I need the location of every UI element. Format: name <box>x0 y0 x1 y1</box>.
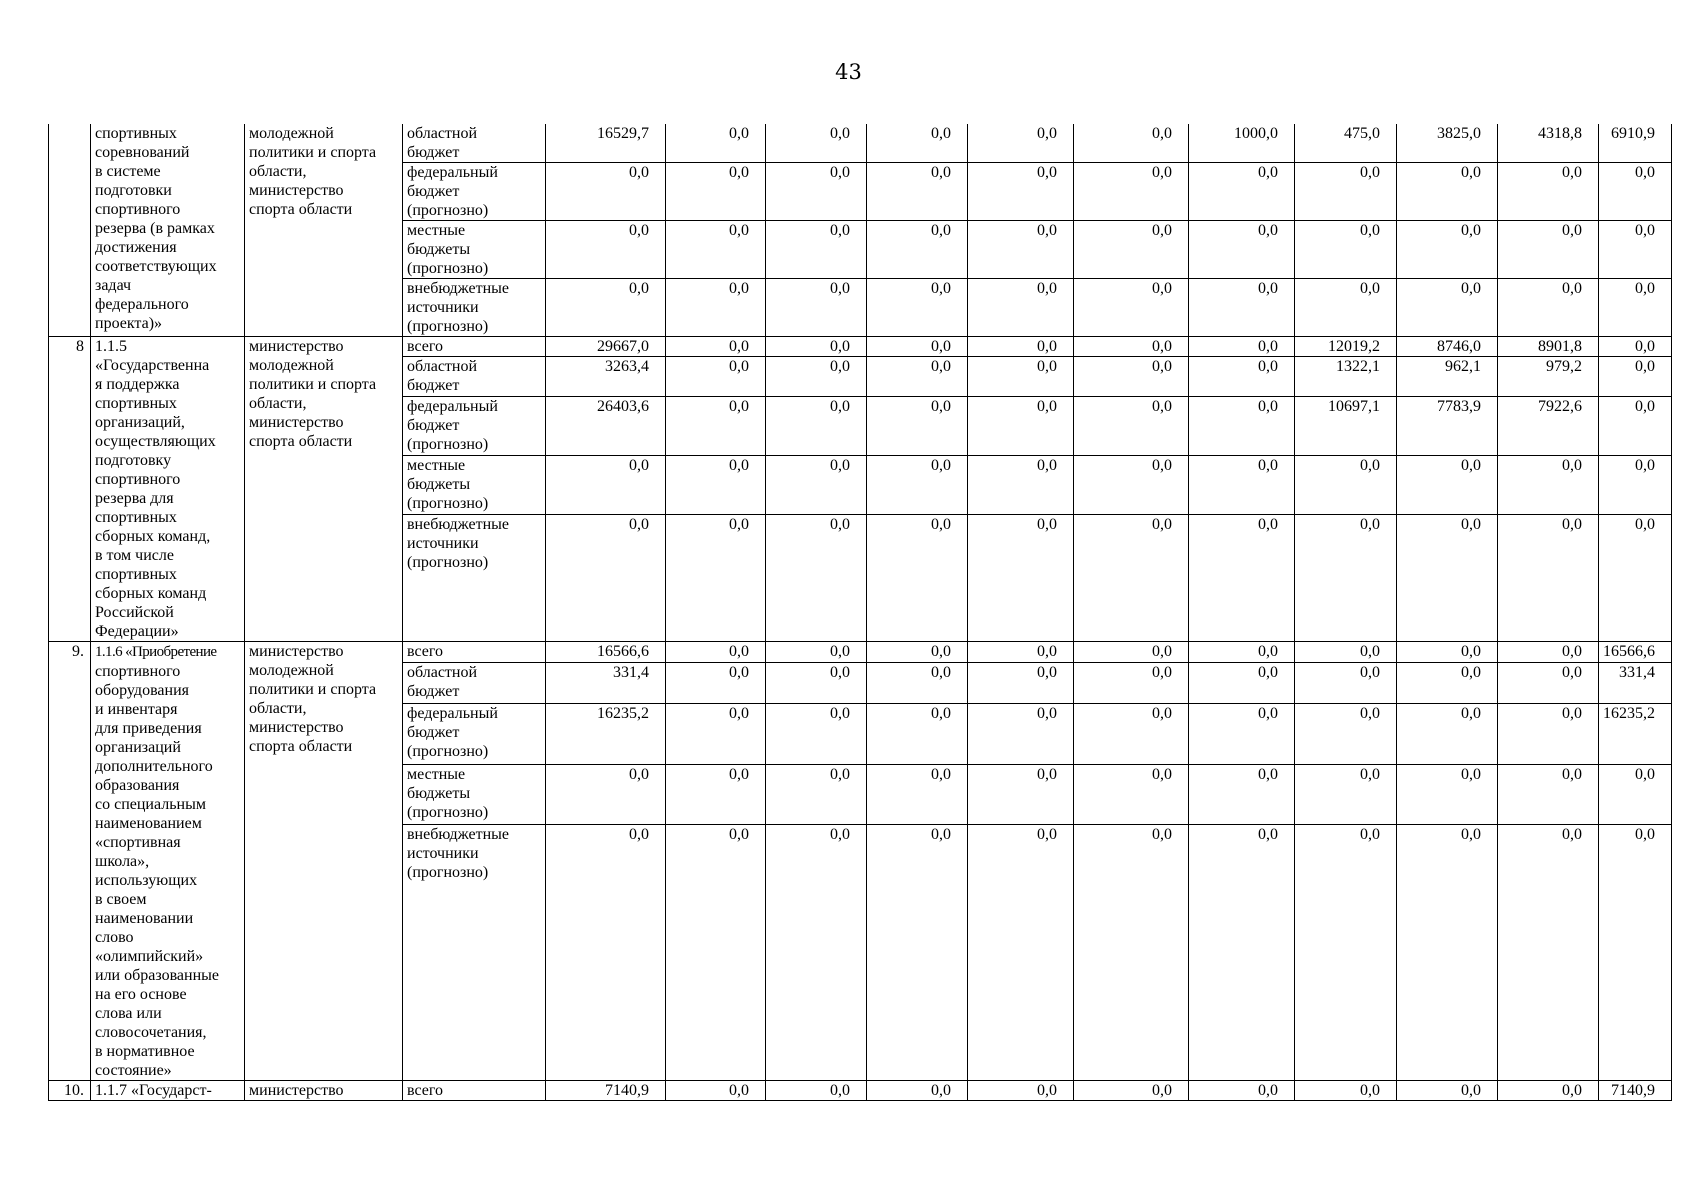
value-year: 0,0 <box>1498 221 1599 279</box>
value-year: 0,0 <box>1189 642 1295 663</box>
funding-source: местные бюджеты (прогнозно) <box>403 456 546 515</box>
value-total: 29667,0 <box>546 337 666 357</box>
value-year: 0,0 <box>1599 357 1672 397</box>
value-year: 0,0 <box>1397 1081 1498 1101</box>
funding-source: местные бюджеты (прогнозно) <box>403 221 546 279</box>
value-year: 16566,6 <box>1599 642 1672 663</box>
value-year: 0,0 <box>1498 662 1599 703</box>
value-year: 0,0 <box>867 642 968 663</box>
value-year: 0,0 <box>766 337 867 357</box>
value-year: 0,0 <box>867 397 968 456</box>
value-year: 8901,8 <box>1498 337 1599 357</box>
value-year: 0,0 <box>1074 662 1189 703</box>
value-year: 0,0 <box>766 825 867 1081</box>
value-year: 0,0 <box>1189 163 1295 221</box>
value-year: 0,0 <box>968 825 1074 1081</box>
value-year: 0,0 <box>666 163 766 221</box>
funding-source: внебюджетные источники (прогнозно) <box>403 279 546 337</box>
value-year: 8746,0 <box>1397 337 1498 357</box>
value-year: 0,0 <box>666 397 766 456</box>
measure-name: 1.1.5 «Государственна я поддержка спортивных организаций, осуществляющих подготовку спортивного резерва для спортивных сборных команд, в том числе спортивных сборных команд Российской Федерации» <box>91 337 245 642</box>
value-total: 0,0 <box>546 163 666 221</box>
value-year: 7922,6 <box>1498 397 1599 456</box>
value-year: 0,0 <box>968 357 1074 397</box>
value-year: 0,0 <box>867 357 968 397</box>
value-year: 0,0 <box>666 662 766 703</box>
value-year: 0,0 <box>1397 764 1498 825</box>
value-year: 962,1 <box>1397 357 1498 397</box>
value-year: 0,0 <box>1498 764 1599 825</box>
value-year: 475,0 <box>1295 124 1397 163</box>
value-total: 16566,6 <box>546 642 666 663</box>
row-number: 10. <box>49 1081 91 1101</box>
value-year: 0,0 <box>766 515 867 642</box>
value-year: 0,0 <box>766 764 867 825</box>
value-year: 0,0 <box>867 279 968 337</box>
value-year: 0,0 <box>867 662 968 703</box>
value-year: 0,0 <box>1189 337 1295 357</box>
page-number: 43 <box>835 60 862 84</box>
value-year: 0,0 <box>867 163 968 221</box>
value-year: 0,0 <box>1189 397 1295 456</box>
value-year: 979,2 <box>1498 357 1599 397</box>
value-total: 26403,6 <box>546 397 666 456</box>
value-year: 0,0 <box>1498 456 1599 515</box>
value-year: 0,0 <box>867 221 968 279</box>
value-year: 0,0 <box>1295 642 1397 663</box>
value-year: 0,0 <box>1189 279 1295 337</box>
value-year: 7783,9 <box>1397 397 1498 456</box>
value-year: 0,0 <box>666 456 766 515</box>
value-year: 0,0 <box>1599 163 1672 221</box>
value-total: 0,0 <box>546 279 666 337</box>
value-year: 0,0 <box>766 221 867 279</box>
value-year: 6910,9 <box>1599 124 1672 163</box>
value-total: 7140,9 <box>546 1081 666 1101</box>
value-year: 0,0 <box>1599 397 1672 456</box>
value-year: 0,0 <box>666 703 766 764</box>
value-year: 331,4 <box>1599 662 1672 703</box>
value-year: 1322,1 <box>1295 357 1397 397</box>
value-year: 0,0 <box>968 397 1074 456</box>
value-year: 12019,2 <box>1295 337 1397 357</box>
value-year: 0,0 <box>1599 337 1672 357</box>
value-year: 0,0 <box>867 456 968 515</box>
value-year: 0,0 <box>666 1081 766 1101</box>
value-year: 0,0 <box>968 456 1074 515</box>
measure-name: 1.1.7 «Государст- <box>91 1081 245 1101</box>
value-year: 0,0 <box>1074 515 1189 642</box>
value-year: 3825,0 <box>1397 124 1498 163</box>
value-year: 0,0 <box>968 163 1074 221</box>
table-row <box>49 124 1672 163</box>
value-total: 331,4 <box>546 662 666 703</box>
value-year: 0,0 <box>1074 703 1189 764</box>
value-year: 0,0 <box>1074 825 1189 1081</box>
row-number: 9. <box>49 642 91 1081</box>
value-year: 0,0 <box>867 703 968 764</box>
table-row <box>49 1081 1672 1101</box>
value-year: 0,0 <box>1295 163 1397 221</box>
value-year: 0,0 <box>968 124 1074 163</box>
value-total: 0,0 <box>546 515 666 642</box>
value-year: 0,0 <box>1397 825 1498 1081</box>
value-year: 1000,0 <box>1189 124 1295 163</box>
table-row <box>49 642 1672 663</box>
funding-source: местные бюджеты (прогнозно) <box>403 764 546 825</box>
value-year: 0,0 <box>867 825 968 1081</box>
value-year: 0,0 <box>1295 1081 1397 1101</box>
value-year: 0,0 <box>867 1081 968 1101</box>
value-year: 0,0 <box>1074 397 1189 456</box>
value-year: 0,0 <box>1599 764 1672 825</box>
value-year: 0,0 <box>1189 357 1295 397</box>
budget-table <box>48 124 1672 1101</box>
value-total: 0,0 <box>546 221 666 279</box>
value-year: 0,0 <box>1498 825 1599 1081</box>
value-year: 0,0 <box>1074 357 1189 397</box>
value-year: 0,0 <box>1189 456 1295 515</box>
value-year: 0,0 <box>1498 1081 1599 1101</box>
value-year: 0,0 <box>867 337 968 357</box>
funding-source: федеральный бюджет (прогнозно) <box>403 397 546 456</box>
value-year: 0,0 <box>1498 703 1599 764</box>
value-year: 0,0 <box>1599 515 1672 642</box>
value-year: 0,0 <box>968 515 1074 642</box>
value-year: 0,0 <box>1397 642 1498 663</box>
value-year: 0,0 <box>1074 279 1189 337</box>
funding-source: всего <box>403 337 546 357</box>
value-year: 0,0 <box>1498 515 1599 642</box>
executor: министерство <box>245 1081 403 1101</box>
value-year: 0,0 <box>1397 221 1498 279</box>
executor: молодежной политики и спорта области, министерство спорта области <box>245 124 403 337</box>
funding-source: всего <box>403 1081 546 1101</box>
value-year: 0,0 <box>1074 221 1189 279</box>
value-total: 0,0 <box>546 456 666 515</box>
value-year: 0,0 <box>1074 163 1189 221</box>
value-year: 0,0 <box>1397 515 1498 642</box>
value-year: 0,0 <box>1498 642 1599 663</box>
funding-source: всего <box>403 642 546 663</box>
value-year: 0,0 <box>666 515 766 642</box>
value-year: 0,0 <box>766 124 867 163</box>
value-year: 10697,1 <box>1295 397 1397 456</box>
value-year: 0,0 <box>666 357 766 397</box>
value-year: 0,0 <box>968 662 1074 703</box>
value-year: 0,0 <box>1189 1081 1295 1101</box>
funding-source: областной бюджет <box>403 124 546 163</box>
value-year: 4318,8 <box>1498 124 1599 163</box>
value-year: 0,0 <box>1397 456 1498 515</box>
value-year: 0,0 <box>1074 456 1189 515</box>
value-year: 0,0 <box>1074 1081 1189 1101</box>
measure-name: 1.1.6 «Приобретение спортивного оборудования и инвентаря для приведения организаций дополнительного образования со специальным наименованием «спортивная школа», использующих в своем наименовании слово «олимпийский» или образованные на его основе слова или словосочетания, в нормативное состояние» <box>91 642 245 1081</box>
measure-name: спортивных соревнований в системе подготовки спортивного резерва (в рамках достижения соответствующих задач федерального проекта)» <box>91 124 245 337</box>
executor: министерство молодежной политики и спорта области, министерство спорта области <box>245 337 403 642</box>
value-year: 0,0 <box>766 703 867 764</box>
value-year: 0,0 <box>1295 279 1397 337</box>
value-year: 0,0 <box>766 357 867 397</box>
value-year: 0,0 <box>766 642 867 663</box>
value-year: 0,0 <box>766 397 867 456</box>
value-year: 0,0 <box>1397 279 1498 337</box>
value-year: 0,0 <box>1295 703 1397 764</box>
value-year: 0,0 <box>666 124 766 163</box>
value-year: 0,0 <box>1189 515 1295 642</box>
value-year: 0,0 <box>766 662 867 703</box>
value-total: 0,0 <box>546 825 666 1081</box>
value-year: 0,0 <box>1599 456 1672 515</box>
funding-source: федеральный бюджет (прогнозно) <box>403 163 546 221</box>
value-year: 0,0 <box>867 124 968 163</box>
funding-source: внебюджетные источники (прогнозно) <box>403 515 546 642</box>
value-year: 0,0 <box>766 456 867 515</box>
value-year: 0,0 <box>968 1081 1074 1101</box>
value-year: 0,0 <box>666 764 766 825</box>
value-year: 0,0 <box>1498 163 1599 221</box>
funding-source: федеральный бюджет (прогнозно) <box>403 703 546 764</box>
funding-source: внебюджетные источники (прогнозно) <box>403 825 546 1081</box>
value-year: 0,0 <box>1397 163 1498 221</box>
value-year: 0,0 <box>666 642 766 663</box>
value-year: 0,0 <box>968 337 1074 357</box>
value-year: 0,0 <box>1189 825 1295 1081</box>
value-year: 0,0 <box>1397 662 1498 703</box>
row-number: 8 <box>49 337 91 642</box>
value-year: 16235,2 <box>1599 703 1672 764</box>
value-year: 0,0 <box>666 221 766 279</box>
value-year: 0,0 <box>1074 337 1189 357</box>
value-year: 0,0 <box>766 279 867 337</box>
value-year: 0,0 <box>968 642 1074 663</box>
value-year: 0,0 <box>1074 764 1189 825</box>
value-year: 0,0 <box>1189 221 1295 279</box>
value-year: 0,0 <box>1599 221 1672 279</box>
value-year: 0,0 <box>867 764 968 825</box>
value-year: 0,0 <box>1498 279 1599 337</box>
value-total: 16235,2 <box>546 703 666 764</box>
value-year: 0,0 <box>666 825 766 1081</box>
executor: министерство молодежной политики и спорта области, министерство спорта области <box>245 642 403 1081</box>
value-year: 0,0 <box>867 515 968 642</box>
row-number <box>49 124 91 337</box>
value-year: 0,0 <box>666 337 766 357</box>
value-year: 0,0 <box>1599 825 1672 1081</box>
value-year: 0,0 <box>1599 279 1672 337</box>
value-year: 0,0 <box>1295 456 1397 515</box>
value-year: 0,0 <box>766 163 867 221</box>
value-total: 16529,7 <box>546 124 666 163</box>
value-year: 0,0 <box>968 279 1074 337</box>
value-year: 0,0 <box>1295 221 1397 279</box>
value-year: 0,0 <box>1074 642 1189 663</box>
value-year: 0,0 <box>666 279 766 337</box>
value-year: 0,0 <box>1295 825 1397 1081</box>
value-year: 0,0 <box>1189 764 1295 825</box>
value-year: 0,0 <box>1189 662 1295 703</box>
measure-code: 1.1.6 «Приобретение <box>95 644 217 660</box>
value-year: 7140,9 <box>1599 1081 1672 1101</box>
value-year: 0,0 <box>1295 764 1397 825</box>
value-year: 0,0 <box>766 1081 867 1101</box>
funding-source: областной бюджет <box>403 662 546 703</box>
value-year: 0,0 <box>1189 703 1295 764</box>
value-total: 3263,4 <box>546 357 666 397</box>
value-year: 0,0 <box>1074 124 1189 163</box>
value-year: 0,0 <box>1295 515 1397 642</box>
table-row <box>49 337 1672 357</box>
value-year: 0,0 <box>968 764 1074 825</box>
value-total: 0,0 <box>546 764 666 825</box>
value-year: 0,0 <box>968 703 1074 764</box>
funding-source: областной бюджет <box>403 357 546 397</box>
value-year: 0,0 <box>1295 662 1397 703</box>
value-year: 0,0 <box>1397 703 1498 764</box>
value-year: 0,0 <box>968 221 1074 279</box>
